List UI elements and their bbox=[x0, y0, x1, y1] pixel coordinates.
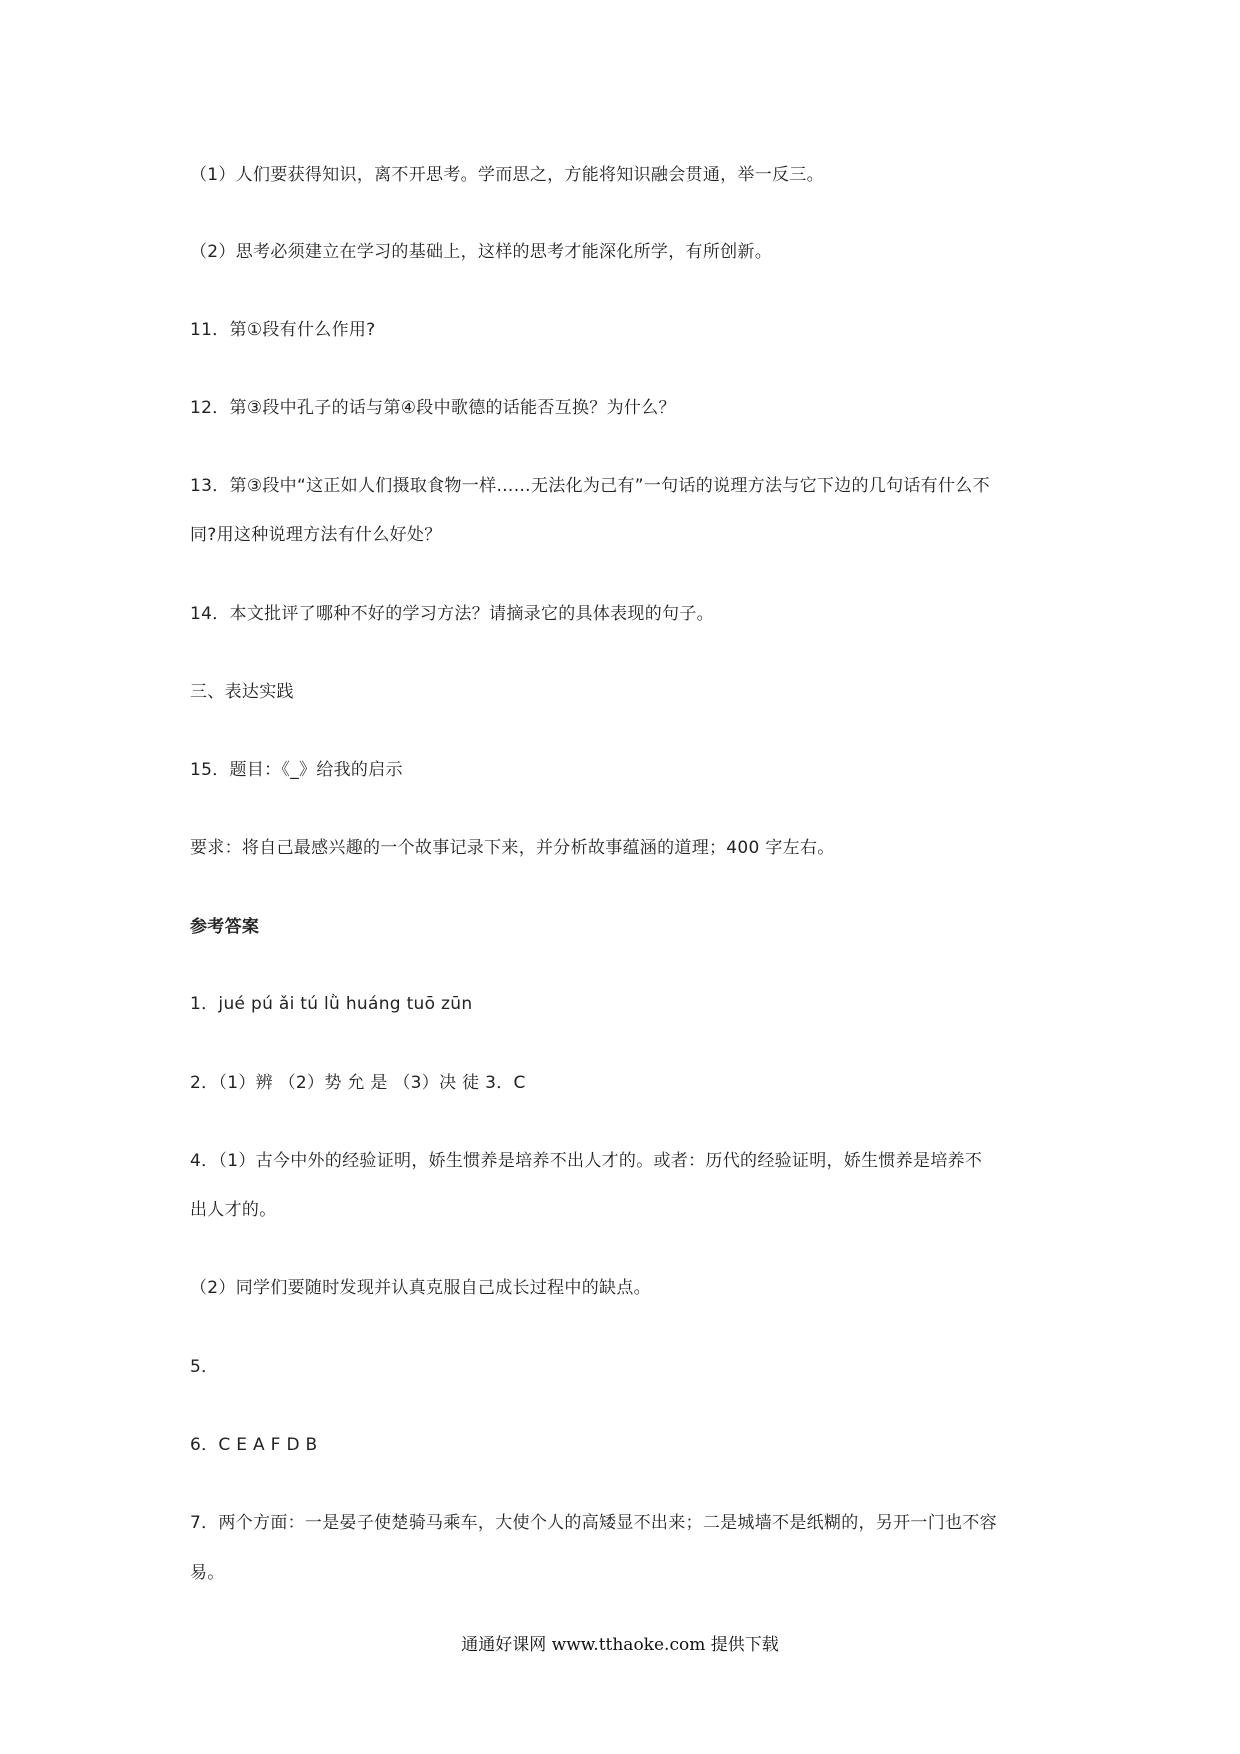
answer-7-line-2: 易。 bbox=[190, 1563, 225, 1583]
question-11: 11．第①段有什么作用? bbox=[190, 320, 376, 340]
question-13-line-2: 同?用这种说理方法有什么好处？ bbox=[190, 525, 442, 545]
question-12: 12．第③段中孔子的话与第④段中歌德的话能否互换？为什么？ bbox=[190, 398, 676, 418]
question-10-point-2: （2）思考必须建立在学习的基础上，这样的思考才能深化所学，有所创新。 bbox=[190, 242, 773, 262]
question-15: 15．题目：《_》给我的启示 bbox=[190, 760, 403, 780]
page-footer: 通通好课网 www.tthaoke.com 提供下载 bbox=[461, 1635, 779, 1655]
answer-1: 1．jué pú ǎi tú lǜ huáng tuō zūn bbox=[190, 994, 473, 1014]
answer-7-line-1: 7．两个方面：一是晏子使楚骑马乘车，大使个人的高矮显不出来；二是城墙不是纸糊的，另开一门也不容 bbox=[190, 1513, 997, 1533]
question-13-line-1: 13．第③段中“这正如人们摄取食物一样……无法化为己有”一句话的说理方法与它下边的几句话有什么不 bbox=[190, 476, 990, 496]
answer-4-line-1: 4．（1）古今中外的经验证明，娇生惯养是培养不出人才的。或者：历代的经验证明，娇生惯养是培养不 bbox=[190, 1151, 983, 1171]
answer-4-point-2: （2）同学们要随时发现并认真克服自己成长过程中的缺点。 bbox=[190, 1278, 651, 1298]
answer-5: 5． bbox=[190, 1357, 219, 1377]
answer-4-line-2: 出人才的。 bbox=[190, 1200, 277, 1220]
section-heading-3: 三、表达实践 bbox=[190, 682, 294, 702]
answer-6: 6．C E A F D B bbox=[190, 1435, 318, 1455]
answer-2-3: 2．（1）辨 （2）势 允 是 （3）决 徒 3．C bbox=[190, 1073, 526, 1093]
question-10-point-1: （1）人们要获得知识，离不开思考。学而思之，方能将知识融会贯通，举一反三。 bbox=[190, 165, 824, 185]
answers-heading: 参考答案 bbox=[190, 917, 260, 937]
question-14: 14．本文批评了哪种不好的学习方法？请摘录它的具体表现的句子。 bbox=[190, 604, 714, 624]
question-15-requirement: 要求：将自己最感兴趣的一个故事记录下来，并分析故事蕴涵的道理；400 字左右。 bbox=[190, 838, 835, 858]
